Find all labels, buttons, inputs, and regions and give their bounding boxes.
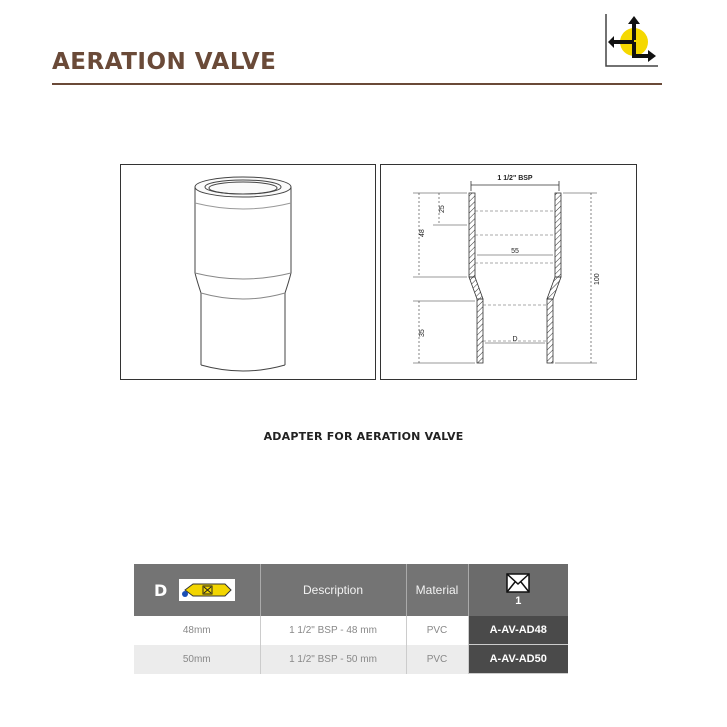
adapter-3d-drawing: [121, 165, 375, 379]
brand-logo: [604, 12, 660, 68]
title-divider: [52, 83, 662, 85]
cell-code: A-AV-AD50: [468, 645, 568, 674]
dim-48-label: 48: [419, 229, 426, 237]
page-title: AERATION VALVE: [52, 49, 277, 75]
header-description: Description: [260, 564, 406, 616]
dim-bsp-label: 1 1/2" BSP: [497, 175, 533, 182]
dim-d-label: D: [512, 336, 518, 343]
cell-d: 48mm: [134, 616, 260, 645]
cell-d: 50mm: [134, 645, 260, 674]
pipe-tag-icon: [179, 579, 235, 601]
dim-25-label: 25: [439, 205, 446, 213]
dim-100-label: 100: [594, 273, 601, 285]
cell-description: 1 1/2" BSP - 48 mm: [260, 616, 406, 645]
adapter-photo-panel: [120, 164, 376, 380]
adapter-technical-drawing-panel: [380, 164, 637, 380]
table-row: [134, 645, 568, 674]
table-row: [134, 616, 568, 645]
cell-material: PVC: [406, 616, 468, 645]
envelope-icon: [506, 573, 530, 593]
header-material: Material: [406, 564, 468, 616]
cell-material: PVC: [406, 645, 468, 674]
header-pack-qty: 1: [515, 595, 522, 607]
header-pack: [468, 564, 568, 616]
dim-55-label: 55: [511, 248, 519, 255]
header-d: [134, 564, 260, 616]
header-d-label: D: [154, 580, 168, 600]
cell-description: 1 1/2" BSP - 50 mm: [260, 645, 406, 674]
cross-section-drawing: [381, 165, 636, 379]
cell-code: A-AV-AD48: [468, 616, 568, 645]
dim-35-label: 35: [419, 329, 426, 337]
product-table: [134, 564, 568, 674]
table-header-row: [134, 564, 568, 616]
flow-arrows-icon: [604, 12, 660, 68]
figure-caption: ADAPTER FOR AERATION VALVE: [263, 430, 464, 443]
